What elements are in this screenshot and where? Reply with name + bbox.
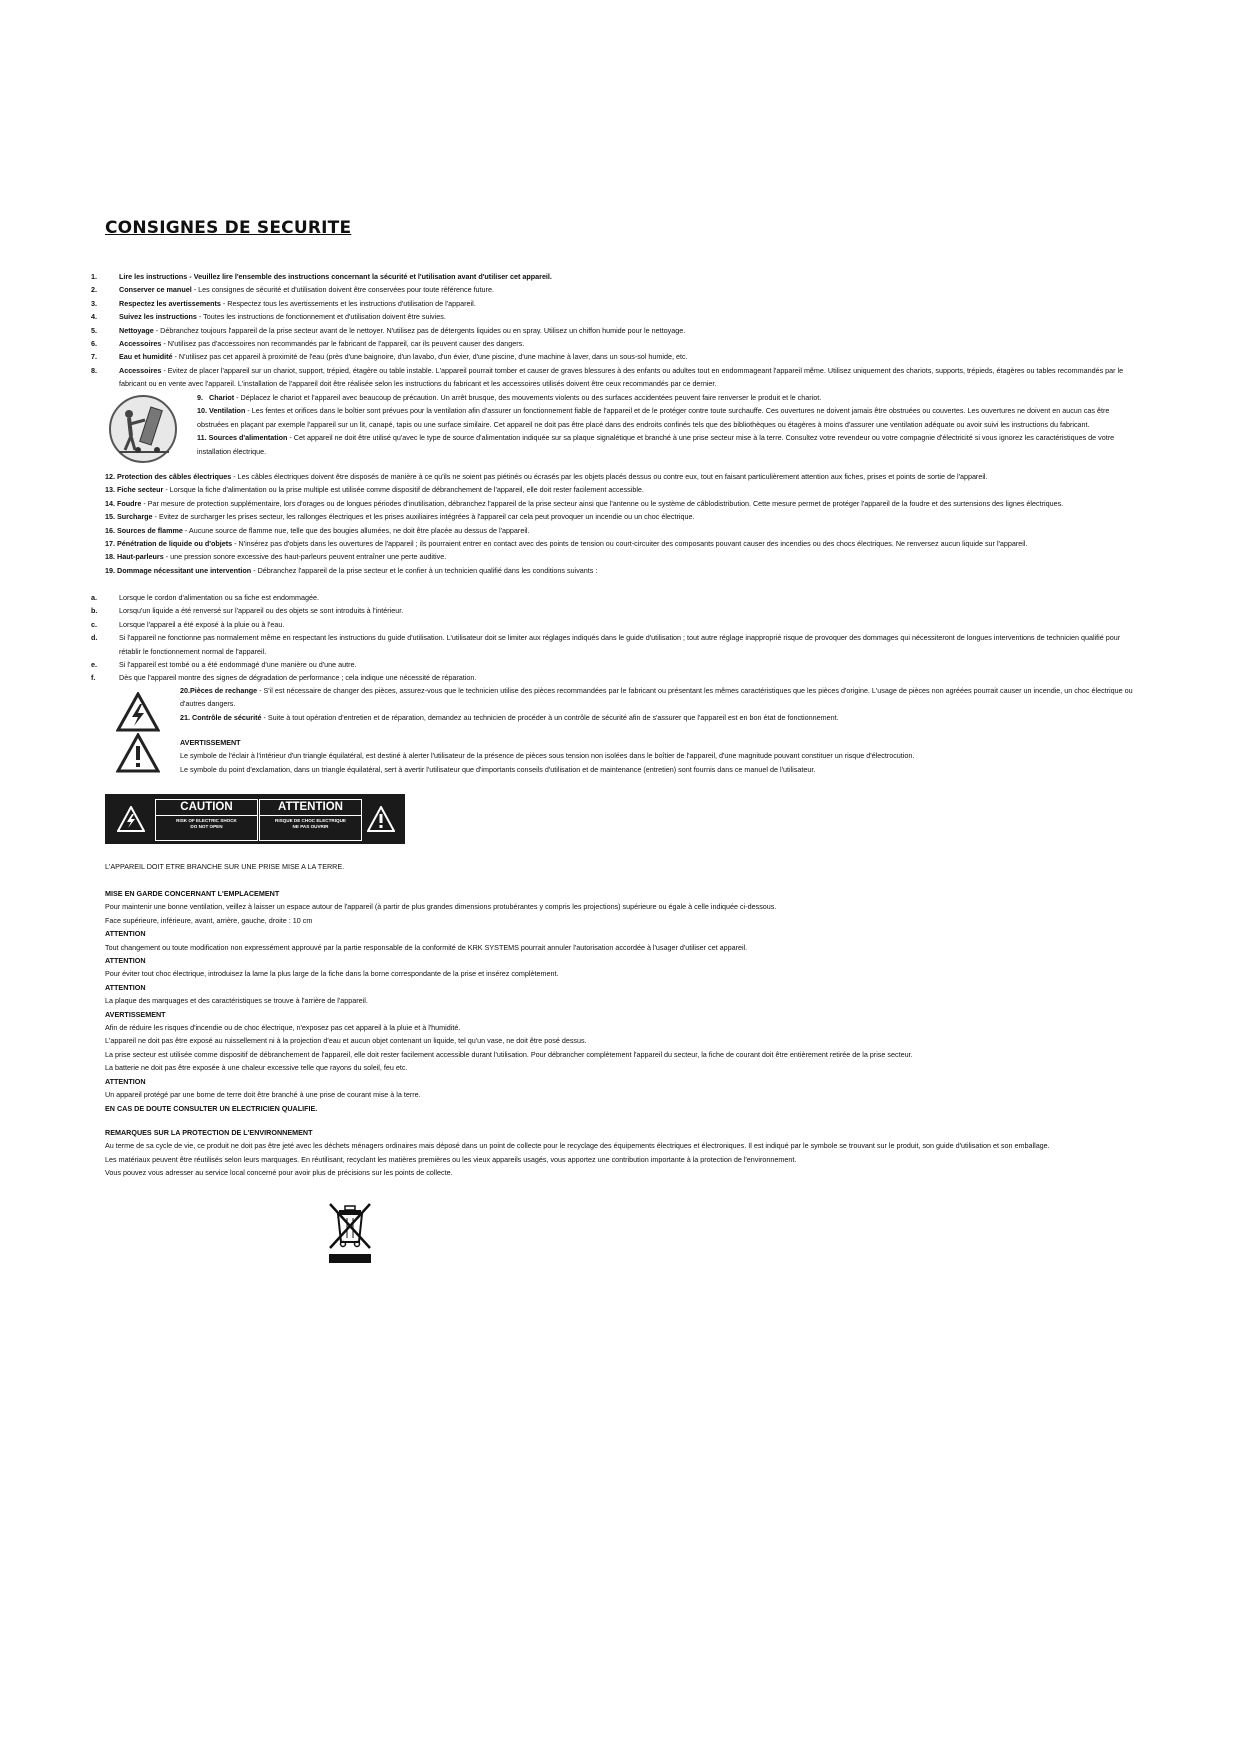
attention-sub: NE PAS OUVRIR [292,823,329,829]
attention-sub: RISQUE DE CHOC ELECTRIQUE [275,818,346,823]
cart-tip-warning-icon [105,394,181,464]
list-item: 9. Chariot - Déplacez le chariot et l'appareil avec beaucoup de précaution. Un arrêt brusque, des mouvements violents ou des surfaces accidentées peuvent faire renverser le produit et le chariot. [197,393,822,402]
section-heading: ATTENTION [105,956,146,966]
paragraph: Vous pouvez vous adresser au service local concerné pour avoir plus de précisions sur les points de collecte. [105,1168,453,1178]
attention-heading: ATTENTION [260,800,361,816]
paragraph: La plaque des marquages et des caractéristiques se trouve à l'arrière de l'appareil. [105,996,368,1006]
list-item: 17. Pénétration de liquide ou d'objets - N'insérez pas d'objets dans les ouvertures de l'appareil ; ils pourraient entrer en contact avec des points de tension ou court-circuiter des composants pouvant causer des incendies ou des chocs électriques. Ne renversez aucun liquide sur l'appareil. [105,539,1028,549]
paragraph: Pour éviter tout choc électrique, introduisez la lame la plus large de la fiche dans la borne correspondante de la prise et insérez complètement. [105,969,559,979]
environment-section [105,1126,1135,1180]
lightning-triangle-icon [116,692,160,732]
exclamation-triangle-icon [367,806,395,832]
list-item: b. Lorsqu'un liquide a été renversé sur l'appareil ou des objets se sont introduits à l'intérieur. [91,606,404,616]
items-20-21 [180,684,1135,724]
paragraph: Afin de réduire les risques d'incendie ou de choc électrique, n'exposez pas cet appareil à la pluie et à l'humidité. [105,1023,461,1033]
weee-crossed-bin-icon [325,1200,375,1264]
avertissement-symbols [180,736,1135,776]
placement-section [105,887,1135,1115]
paragraph: La prise secteur est utilisée comme dispositif de débranchement de l'appareil, elle doit rester facilement accessible durant l'utilisation. Pour débrancher complètement l'appareil du secteur, la fiche de courant doit être entièrement retirée de la prise secteur. [105,1049,913,1059]
list-item: 7. Eau et humidité - N'utilisez pas cet appareil à proximité de l'eau (près d'une baignoire, d'un lavabo, d'un évier, d'une piscine, d'une machine à laver, dans un sous-sol humide, etc. [91,352,688,362]
list-item: 5. Nettoyage - Débranchez toujours l'appareil de la prise secteur avant de le nettoyer. N'utilisez pas de détergents liquides ou en spray. Utilisez un chiffon humide pour le nettoyage. [91,325,686,335]
attention-box [259,799,362,841]
paragraph: Un appareil protégé par une borne de terre doit être branché à une prise de courant mise à la terre. [105,1090,421,1100]
caution-label [105,794,405,844]
caution-sub: DO NOT OPEN [190,823,223,829]
section-heading: ATTENTION [105,982,146,992]
list-item: 19. Dommage nécessitant une intervention - Débranchez l'appareil de la prise secteur et le confier à un technicien qualifié dans les conditions suivants : [105,565,598,575]
items-12-19 [105,470,1135,577]
section-heading: ATTENTION [105,1076,146,1086]
list-item: 6. Accessoires - N'utilisez pas d'accessoires non recommandés par le fabricant de l'appareil, car ils peuvent causer des dangers. [91,339,525,349]
caution-heading: CAUTION [156,800,257,816]
section-heading: REMARQUES SUR LA PROTECTION DE L'ENVIRONNEMENT [105,1128,313,1137]
paragraph: EN CAS DE DOUTE CONSULTER UN ELECTRICIEN QUALIFIE. [105,1103,318,1113]
paragraph: La batterie ne doit pas être exposée à une chaleur excessive telle que rayons du soleil, feu etc. [105,1063,408,1073]
paragraph: Face supérieure, inférieure, avant, arrière, gauche, droite : 10 cm [105,915,313,925]
caution-box [155,799,258,841]
paragraph: L'appareil ne doit pas être exposé au ruissellement ni à la projection d'eau et aucun objet contenant un liquide, tel qu'un vase, ne doit être posé dessus. [105,1036,587,1046]
list-item: a. Lorsque le cordon d'alimentation ou sa fiche est endommagée. [91,593,319,602]
paragraph: Pour maintenir une bonne ventilation, veillez à laisser un espace autour de l'appareil (à partir de plus grandes dimensions protubérantes y compris les projections) supérieure ou égale à celle indiquée ci-dessous. [105,902,777,912]
list-item: 18. Haut-parleurs - une pression sonore excessive des haut-parleurs peuvent entraîner une perte auditive. [105,552,447,562]
items-a-f [91,591,1135,685]
list-item: 1. Lire les instructions - Veuillez lire l'ensemble des instructions concernant la sécurité et l'utilisation avant d'utiliser cet appareil. [91,272,552,281]
list-item: 4. Suivez les instructions - Toutes les instructions de fonctionnement et d'utilisation doivent être suivies. [91,312,446,322]
paragraph: Au terme de sa cycle de vie, ce produit ne doit pas être jeté avec les déchets ménagers ordinaires mais déposé dans un point de collecte pour le recyclage des équipements électriques et électroniques. Il est indiqué par le symbole se trouvant sur le produit, son guide d'utilisation et son emballage. [105,1141,1050,1151]
page-title: CONSIGNES DE SECURITE [105,218,352,238]
exclamation-triangle-icon [116,733,160,773]
list-item: 16. Sources de flamme - Aucune source de flamme nue, telle que des bougies allumées, ne doit être placée au dessus de l'appareil. [105,525,530,535]
section-heading: AVERTISSEMENT [105,1009,166,1019]
section-heading: AVERTISSEMENT [180,738,241,747]
list-item: 11. Sources d'alimentation - Cet appareil ne doit être utilisé qu'avec le type de source d'alimentation indiquée sur sa plaque signalétique et branché à une prise secteur mise à la terre. Consultez votre revendeur ou votre compagnie d'électricité si vous ignorez les caractéristiques de votre installation électrique. [197,433,1115,456]
list-item: f. Dès que l'appareil montre des signes de dégradation de performance ; cela indique une nécessité de réparation. [91,673,477,683]
list-item: 13. Fiche secteur - Lorsque la fiche d'alimentation ou la prise multiple est utilisée comme dispositif de débranchement de l'appareil, elle doit rester facilement accessible. [105,485,644,495]
section-heading: MISE EN GARDE CONCERNANT L'EMPLACEMENT [105,889,280,898]
list-item: 12. Protection des câbles électriques - Les câbles électriques doivent être disposés de manière à ce qu'ils ne soient pas piétinés ou écrasés par les objets placés dessus ou contre eux, tout en faisant particulièrement attention aux fiches, prises et points de sortie de l'appareil. [105,472,988,481]
lightning-triangle-icon [117,806,145,832]
paragraph: Les matériaux peuvent être réutilisés selon leurs marquages. En réutilisant, recyclant les matières premières ou les vieux appareils usagés, vous apportez une contribution importante à la protection de l'environnement. [105,1154,797,1164]
list-item: c. Lorsque l'appareil a été exposé à la pluie ou à l'eau. [91,619,285,629]
paragraph: Le symbole du point d'exclamation, dans un triangle équilatéral, sert à avertir l'utilisateur que d'importants conseils d'utilisation et de maintenance (entretien) sont fournis dans ce manuel de l'utilisateur. [180,764,816,774]
list-item: 14. Foudre - Par mesure de protection supplémentaire, lors d'orages ou de longues périodes d'inutilisation, débranchez l'appareil de la prise secteur ainsi que l'antenne ou le système de câblodistribution. Cette mesure permet de protéger l'appareil de la foudre et des surtensions des lignes électriques. [105,498,1064,508]
items-1-8 [91,270,1135,391]
list-item: 8. Accessoires - Evitez de placer l'appareil sur un chariot, support, trépied, étagère ou table instable. L'appareil pourrait tomber et causer de graves blessures à des enfants ou adultes tout en endommageant l'appareil même. Utilisez uniquement des chariots, supports, trépieds, étagères ou tables recommandés par le fabricant ou en vente avec l'appareil. L'installation de l'appareil doit être réalisée selon les instructions du fabricant et les accessoires utilisés doivent être ceux recommandés par ce dernier. [91,365,1124,389]
list-item: 15. Surcharge - Evitez de surcharger les prises secteur, les rallonges électriques et les prises auxiliaires intégrées à l'appareil car cela peut provoquer un incendie ou un choc électrique. [105,512,695,522]
caution-sub: RISK OF ELECTRIC SHOCK [176,818,237,823]
section-heading: ATTENTION [105,929,146,939]
list-item: 2. Conserver ce manuel - Les consignes de sécurité et d'utilisation doivent être conservées pour toute référence future. [91,285,494,295]
paragraph: Le symbole de l'éclair à l'intérieur d'un triangle équilatéral, est destiné à alerter l'utilisateur de la présence de pièces sous tension non isolées dans le boîtier de l'appareil, d'une magnitude pouvant constituer un risque d'électrocution. [180,751,915,761]
list-item: 20.Pièces de rechange - S'il est nécessaire de changer des pièces, assurez-vous que le technicien utilise des pièces recommandées par le fabricant ou présentant les mêmes caractéristiques que les pièces d'origine. L'usage de pièces non agréées pourrait causer un incendie, un choc électrique ou d'autres dangers. [180,686,1133,709]
list-item: 3. Respectez les avertissements - Respectez tous les avertissements et les instructions d'utilisation de l'appareil. [91,298,476,308]
list-item: 21. Contrôle de sécurité - Suite à tout opération d'entretien et de réparation, demandez au technicien de procéder à un contrôle de sécurité afin de s'assurer que l'appareil est en bon état de fonctionnement. [180,712,839,722]
earth-notice: L'APPAREIL DOIT ETRE BRANCHE SUR UNE PRISE MISE A LA TERRE. [105,862,345,871]
list-item: 10. Ventilation - Les fentes et orifices dans le boîtier sont prévues pour la ventilation afin d'assurer un fonctionnement fiable de l'appareil et de le protéger contre toute surchauffe. Ces ouvertures ne doivent jamais être obstruées ou couvertes. Les ouvertures ne doivent en aucun cas être obstruées en plaçant par exemple l'appareil sur un lit, canapé, tapis ou une surface similaire. Cet appareil ne doit pas être placé dans des endroits confinés tels que des bibliothèques ou étagères à moins d'assurer une ventilation adéquate ou avoir suivi les instructions du fabricant. [197,406,1110,429]
paragraph: Tout changement ou toute modification non expressément approuvé par la partie responsable de la conformité de KRK SYSTEMS pourrait annuler l'autorisation accordée à l'usager d'utiliser cet appareil. [105,942,748,952]
list-item: e. Si l'appareil est tombé ou a été endommagé d'une manière ou d'une autre. [91,660,357,670]
list-item: d. Si l'appareil ne fonctionne pas normalement même en respectant les instructions du guide d'utilisation. L'utilisateur doit se limiter aux réglages indiqués dans le guide d'utilisation ; tout autre réglage inapproprié risque de provoquer des dommages qui nécessiteront de longues interventions de technicien qualifié pour rétablir le fonctionnement normal de l'appareil. [91,633,1121,656]
items-9-11 [197,391,1135,458]
